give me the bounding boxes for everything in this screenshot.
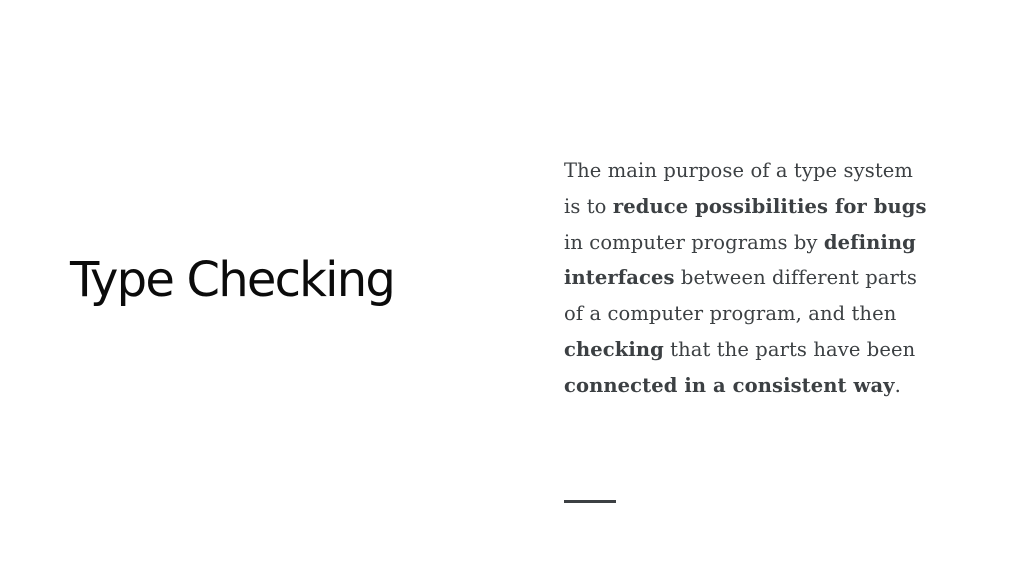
- paragraph-text: The main purpose of a type system: [564, 159, 913, 182]
- paragraph-line: [564, 296, 994, 332]
- emphasis-text: reduce possibilities for bugs: [612, 194, 927, 218]
- paragraph-line: [564, 153, 994, 189]
- body-paragraph: [564, 153, 994, 404]
- slide-title: Type Checking: [70, 252, 394, 308]
- paragraph-line: [564, 225, 994, 261]
- paragraph-text: is to: [564, 194, 613, 218]
- paragraph-line: [564, 332, 994, 368]
- paragraph-text: that the parts have been: [663, 337, 916, 361]
- paragraph-text: in computer programs by: [564, 230, 824, 254]
- paragraph-text: between different parts: [674, 266, 917, 290]
- emphasis-text: defining: [823, 230, 916, 254]
- paragraph-text: .: [894, 373, 901, 397]
- emphasis-text: connected in a consistent way: [564, 373, 895, 397]
- paragraph-text: of a computer program, and then: [564, 302, 897, 326]
- paragraph-line: [564, 189, 994, 225]
- emphasis-text: interfaces: [564, 266, 675, 290]
- paragraph-line: [564, 260, 994, 296]
- accent-divider: [564, 500, 616, 503]
- emphasis-text: checking: [564, 337, 664, 361]
- paragraph-line: [564, 368, 994, 404]
